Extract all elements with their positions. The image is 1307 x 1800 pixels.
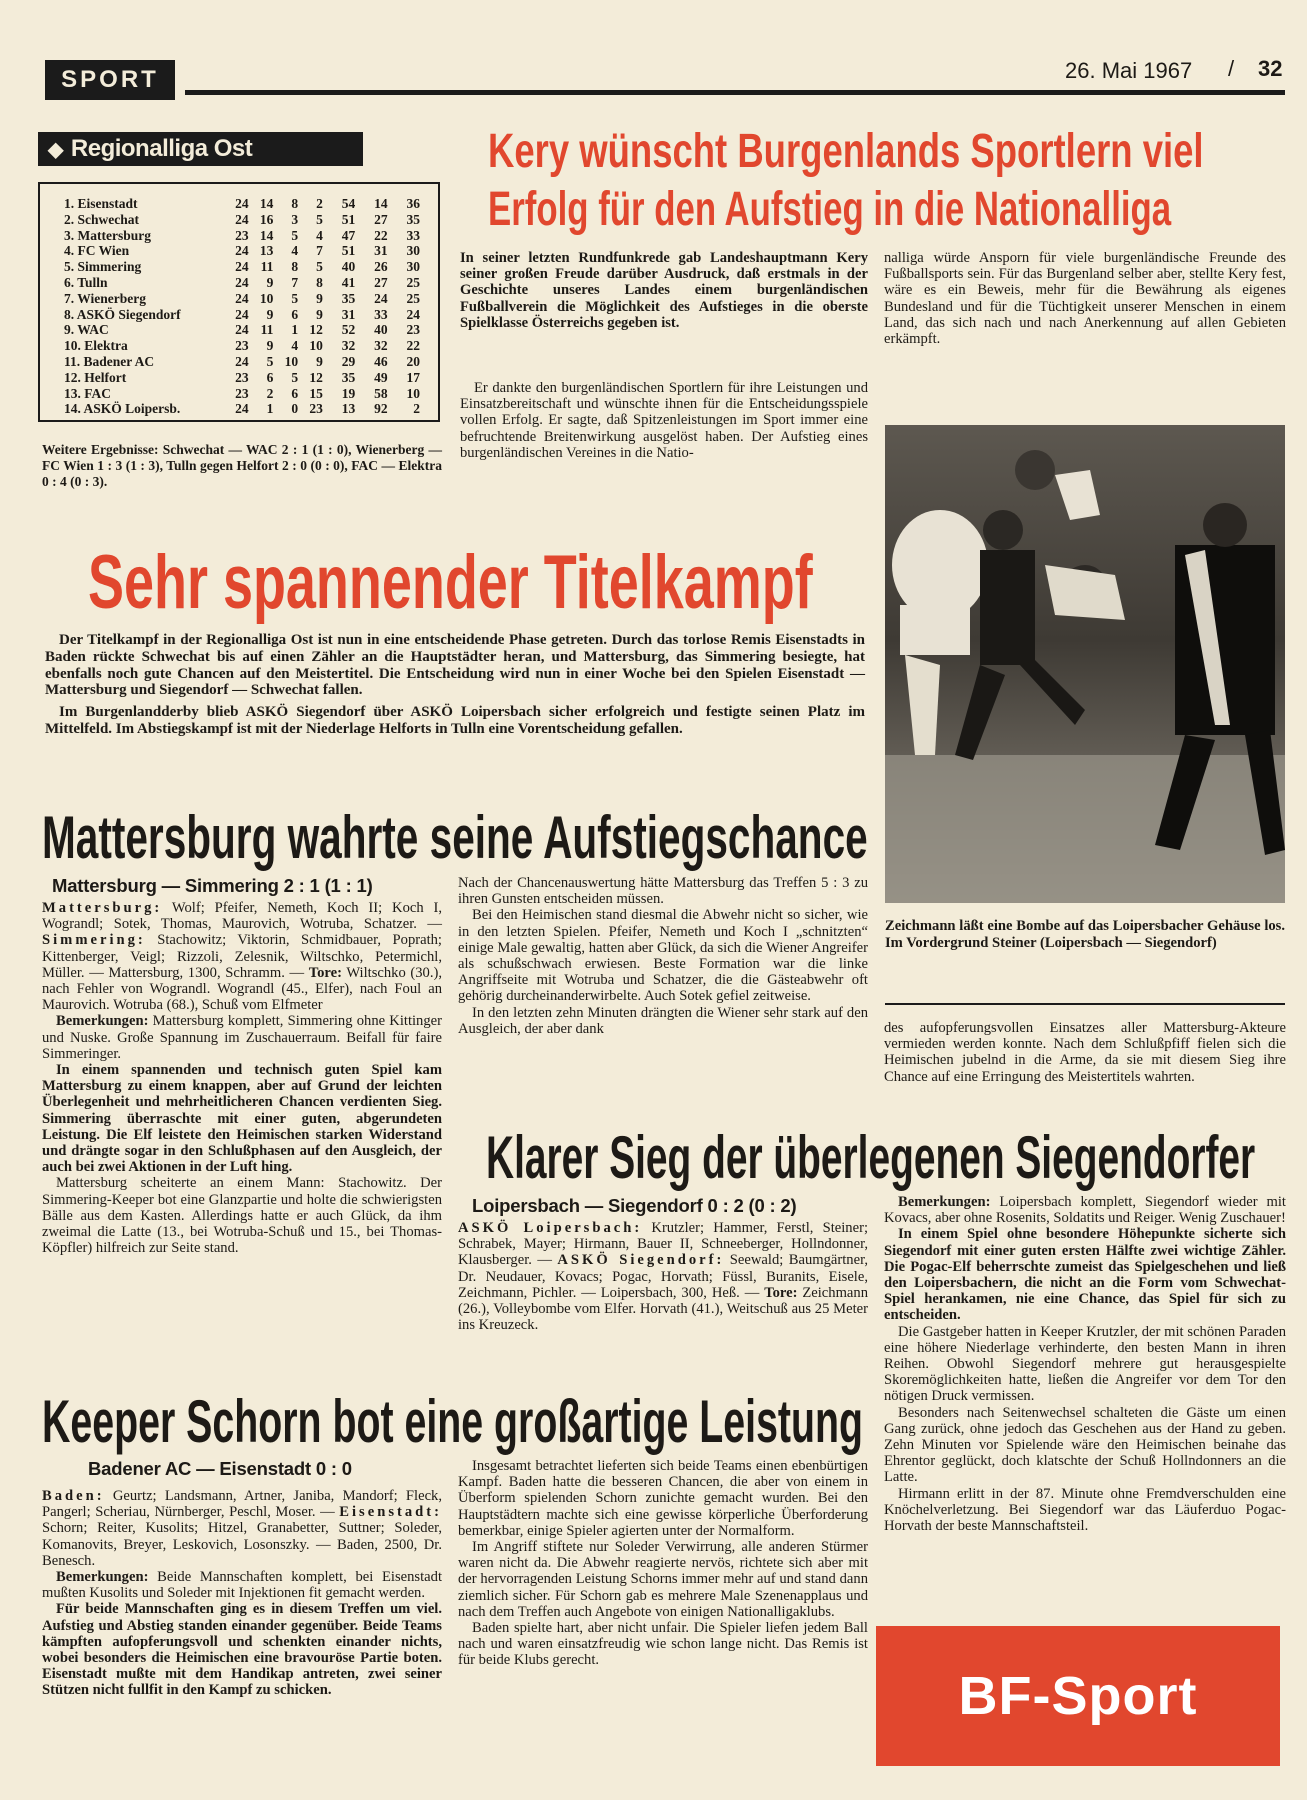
team-name: 4. FC Wien [64, 243, 130, 259]
team-name: 14. ASKÖ Loipersb. [64, 401, 181, 417]
header-rule [185, 90, 1285, 95]
stat-drawn: 7 [291, 274, 299, 290]
schorn-matchline: Badener AC — Eisenstadt 0 : 0 [88, 1458, 352, 1479]
stat-played: 24 [235, 290, 249, 306]
further-results: Weitere Ergebnisse: Schwechat — WAC 2 : 1 (1 : 0), Wienerberg — FC Wien 1 : 3 (1 : 3), Tulln gegen Helfort 2 : 0 (0 : 0), FAC — Elektra 0 : 4 (0 : 3). [42, 442, 442, 489]
lineup-team-label: Eisenstadt: [339, 1504, 442, 1521]
stat-won: 9 [266, 306, 274, 322]
stat-lost: 9 [316, 353, 323, 369]
schorn-column-2 [458, 1458, 868, 1669]
mattersburg-matchline: Mattersburg — Simmering 2 : 1 (1 : 1) [52, 875, 373, 896]
stat-goals-against: 32 [374, 338, 388, 354]
stat-points: 30 [406, 243, 420, 259]
stat-goals-for: 19 [341, 385, 356, 401]
issue-date: 26. Mai 1967 [1065, 58, 1193, 83]
stat-played: 24 [235, 211, 249, 227]
schorn-column-1 [42, 1488, 442, 1699]
stat-lost: 2 [316, 196, 323, 211]
stat-goals-against: 92 [374, 401, 388, 417]
stat-points: 20 [406, 353, 420, 369]
stat-goals-against: 31 [374, 243, 388, 259]
kery-paragraph: nalliga würde Ansporn für viele burgenländische Freunde des Fußballsports sein. Für das Burgenland selber aber, stellte Kery fest, wäre es ein Beweis, mehr für die Bewährung als eigenes Bundesland und für die Tüchtigkeit unserer Menschen in einem Land, das sich nach und nach Anerkennung auf allen Gebieten erkämpft. [884, 250, 1286, 348]
stat-played: 23 [235, 338, 249, 354]
stat-points: 2 [413, 401, 420, 417]
schorn-lineups [42, 1488, 442, 1569]
schorn-remarks [42, 1569, 442, 1601]
stat-won: 11 [260, 322, 274, 338]
siegendorf-column-2 [884, 1194, 1286, 1534]
stat-points: 23 [406, 322, 420, 338]
stat-lost: 10 [309, 338, 323, 354]
stat-goals-for: 40 [341, 259, 356, 275]
lineup-team-label: Mattersburg: [42, 900, 163, 916]
stat-drawn: 8 [291, 196, 299, 211]
stat-points: 25 [406, 274, 420, 290]
remarks-text: Mattersburg komplett, Simmering ohne Kittinger und Nuske. Große Spannung im Zuschauerraum. Beifall für faire Simmeringer. [42, 1013, 442, 1062]
stat-won: 10 [259, 290, 274, 306]
siegendorf-lead: In einem Spiel ohne besondere Höhepunkte sicherte sich Siegendorf mit einer guten ersten Hälfte zwei wichtige Zähler. Die Pogac-Elf beherrschte zumeist das Spielgeschehen und ließ den Loipersbachern, die nicht an die Form vom Schwechat-Spiel herankamen, nie eine Chance, das Spiel für sich zu entscheiden. [884, 1226, 1286, 1324]
mattersburg-lead: In einem spannenden und technisch guten Spiel kam Mattersburg zu einem knappen, aber auf Grund der leichten Überlegenheit und mehrheitlicheren Chancen verdienten Sieg. Simmering überraschte mit einer guten, abgerundeten Leistung. Die Elf leistete den Heimischen starken Widerstand und drängte sogar in den Schlußphasen auf den Ausgleich, der auch bei zwei Aktionen in der Luft hing. [42, 1062, 442, 1176]
stat-won: 9 [266, 338, 274, 354]
stat-goals-for: 54 [341, 196, 356, 211]
match-photo [885, 425, 1285, 903]
stat-drawn: 4 [291, 338, 299, 354]
schorn-paragraph: Baden spielte hart, aber nicht unfair. Die Spieler liefen jedem Ball nach und waren einsatzfreudig wie schon lange nicht. Das Remis ist für beide Klubs gerecht. [458, 1620, 868, 1669]
standing-row [64, 338, 420, 354]
stat-goals-against: 26 [374, 259, 388, 275]
remarks-text: Beide Mannschaften komplett, bei Eisenstadt mußten Kusolits und Soleder mit Injektionen fit gemacht werden. [42, 1569, 442, 1602]
standing-row [64, 307, 420, 323]
stat-goals-for: 31 [341, 306, 356, 322]
mattersburg-paragraph: Bei den Heimischen stand diesmal die Abwehr nicht so sicher, wie in den letzten Spielen. Pfeifer, Nemeth und Koch I „schnitzten“ einige Male gewaltig, hatten aber Glück, da sich die Wiener Angreifer als schußschwach erwiesen. Beste Formation war die linke Angriffseite mit Wotruba und Schatzer, die die Gästeabwehr oft gehörig durcheinanderwirbelte. Auch Sotek gefiel zeitweise. [458, 907, 868, 1005]
mattersburg-column-3 [884, 1020, 1286, 1085]
goals-text: Zeichmann (26.), Volleybombe vom Elfer. Horvath (41.), Weitschuß aus 25 Meter ins Kreuzeck. [458, 1284, 868, 1334]
standing-row [64, 354, 420, 370]
stat-lost: 8 [316, 274, 323, 290]
siegendorf-column-1 [458, 1220, 868, 1333]
standing-row [64, 212, 420, 228]
team-name: 3. Mattersburg [64, 227, 151, 243]
stat-goals-for: 35 [341, 290, 356, 306]
titelkampf-paragraph: Im Burgenlandderby blieb ASKÖ Siegendorf über ASKÖ Loipersbach sicher erfolgreich und festigte seinen Platz im Mittelfeld. Im Abstiegskampf ist mit der Niederlage Helforts in Tulln eine Vorentscheidung gefallen. [45, 704, 865, 737]
stat-lost: 9 [316, 306, 323, 322]
team-name: 11. Badener AC [64, 353, 155, 369]
stat-drawn: 6 [291, 385, 299, 401]
stat-lost: 15 [309, 385, 323, 401]
team-name: 5. Simmering [64, 259, 142, 275]
schorn-lead: Für beide Mannschaften ging es in diesem Treffen um viel. Aufstieg und Abstieg standen einander gegenüber. Beide Teams kämpften aufopferungsvoll und schenkten einander nichts, wobei besonders die Heimischen eine bravouröse Partie boten. Eisenstadt mußte mit dem Handikap antreten, zwei seiner Stützen nicht fullfit in den Kampf zu schicken. [42, 1601, 442, 1699]
stat-goals-against: 58 [374, 385, 388, 401]
remarks-label: Bemerkungen: [898, 1194, 991, 1210]
league-title-bar [38, 132, 363, 166]
stat-goals-against: 14 [374, 196, 388, 211]
kery-paragraph: In seiner letzten Rundfunkrede gab Landeshauptmann Kery seiner großen Freude darüber Ausdruck, daß erstmals in der Geschichte unseres Landes einem burgenländischen Fußballverein die Möglichkeit des Aufstieges in die oberste Spielklasse Österreichs gegeben ist. [460, 250, 868, 331]
stat-points: 24 [406, 306, 420, 322]
page-separator: / [1228, 56, 1235, 81]
stat-won: 13 [259, 243, 274, 259]
stat-played: 24 [235, 353, 249, 369]
stat-won: 16 [259, 211, 274, 227]
stat-lost: 5 [316, 211, 323, 227]
kery-headline-line2: Erfolg für den Aufstieg in die Nationalliga [488, 183, 1172, 236]
stat-points: 17 [406, 369, 420, 385]
stat-played: 24 [235, 306, 249, 322]
standing-row [64, 243, 420, 259]
mattersburg-column-1 [42, 900, 442, 1256]
stat-won: 9 [266, 274, 274, 290]
stat-drawn: 0 [291, 401, 299, 417]
stat-lost: 9 [316, 290, 323, 306]
stat-points: 25 [406, 290, 420, 306]
stat-points: 35 [406, 211, 420, 227]
goals-text: Wiltschko (30.), nach Fehler von Wograndl. Wograndl (45., Elfer), nach Foul an Maurovich. Wotruba (68.), Schuß vom Elfmeter [42, 964, 442, 1014]
kery-column-1 [460, 250, 868, 331]
remarks-label: Bemerkungen: [56, 1569, 149, 1586]
stat-played: 24 [235, 196, 249, 211]
mattersburg-paragraph: des aufopferungsvollen Einsatzes aller Mattersburg-Akteure vermieden werden konnte. Nach dem Schlußpfiff fielen sich die Heimischen jubelnd in die Arme, da sie mit diesem Sieg ihre Chance auf eine Erringung des Meistertitels wahrten. [884, 1020, 1286, 1085]
stat-goals-for: 29 [341, 353, 356, 369]
page-number: 32 [1258, 56, 1283, 81]
bf-sport-ad [876, 1626, 1280, 1766]
mattersburg-headline: Mattersburg wahrte seine Aufstiegschance [42, 804, 868, 871]
stat-points: 30 [406, 259, 420, 275]
stat-played: 23 [235, 385, 249, 401]
siegendorf-paragraph: Die Gastgeber hatten in Keeper Krutzler, der mit schönen Paraden eine höhere Niederlage verhinderte, den besten Mann in ihren Reihen. Obwohl Siegendorf mehrere gut herausgespielte Skoremöglichkeiten hatte, ließen die Angreifer vor dem Tor den nötigen Druck vermissen. [884, 1323, 1286, 1405]
standing-row [64, 291, 420, 307]
kery-column-1b [460, 380, 868, 461]
stat-goals-against: 24 [374, 290, 388, 306]
team-name: 8. ASKÖ Siegendorf [64, 306, 181, 322]
stat-points: 22 [406, 338, 420, 354]
standing-row [64, 259, 420, 275]
siegendorf-paragraph: Hirmann erlitt in der 87. Minute ohne Fremdverschulden eine Knöchelverletzung. Bei Siegendorf war das Läuferduo Pogac-Horvath der beste Mannschaftsteil. [884, 1485, 1286, 1535]
lineup-team-label: ASKÖ Loipersbach: [458, 1220, 643, 1236]
stat-won: 14 [259, 227, 274, 243]
stat-won: 14 [259, 196, 274, 211]
stat-lost: 12 [309, 369, 323, 385]
team-name: 9. WAC [64, 322, 109, 338]
stat-drawn: 5 [291, 369, 299, 385]
stat-drawn: 3 [291, 211, 299, 227]
stat-goals-against: 22 [374, 227, 388, 243]
stat-drawn: 5 [291, 227, 299, 243]
stat-goals-for: 32 [341, 338, 356, 354]
diamond-icon: ◆ [48, 138, 63, 161]
kery-headline-line1: Kery wünscht Burgenlands Sportlern viel [488, 125, 1204, 178]
standing-row [64, 196, 420, 212]
schorn-paragraph: Insgesamt betrachtet lieferten sich beide Teams einen ebenbürtigen Kampf. Baden hatte die besseren Chancen, die aber von einem in Überform spielenden Schorn zunichte gemacht wurden. Bei den Hauptstädtern machte sich eine gewisse körperliche Überforderung bemerkbar, einige Spieler agierten unter der Normalform. [458, 1458, 868, 1539]
siegendorf-paragraph: Besonders nach Seitenwechsel schalteten die Gäste um einen Gang zurück, ohne jedoch das Geschehen aus der Hand zu geben. Zehn Minuten vor Spielende wäre den Heimischen beinahe das Ehrentor geglückt, doch klatschte der Schuß Hollndonners an die Latte. [884, 1404, 1286, 1486]
stat-goals-against: 33 [374, 306, 388, 322]
stat-goals-against: 49 [374, 369, 388, 385]
standing-row [64, 275, 420, 291]
standing-row [64, 401, 420, 417]
stat-goals-for: 51 [341, 243, 356, 259]
schorn-paragraph: Im Angriff stiftete nur Soleder Verwirrung, alle anderen Stürmer waren nicht da. Die Abwehr reagierte nervös, richtete sich aber mit der hervorragenden Leistung Schorns immer mehr auf und stand dann ziemlich sicher. Für Schorn gab es mehrere Male Szenenapplaus und nach dem Treffen auch Angebote von einigen Nationalligaklubs. [458, 1539, 868, 1620]
lineup-team-label: ASKÖ Siegendorf: [557, 1252, 725, 1269]
standing-row [64, 370, 420, 386]
siegendorf-remarks [884, 1194, 1286, 1226]
football-scene-image [885, 425, 1285, 903]
stat-goals-for: 35 [341, 369, 356, 385]
lineup-text: Schorn; Reiter, Kusolits; Hitzel, Granabetter, Suttner; Soleder, Komanovits, Breyer, Leskovich, Losonszky. — Baden, 2500, Dr. Benesch. [42, 1520, 442, 1569]
remarks-label: Bemerkungen: [56, 1013, 149, 1030]
siegendorf-headline: Klarer Sieg der überlegenen Siegendorfer [486, 1124, 1256, 1191]
goals-label: Tore: [308, 964, 342, 981]
schorn-headline: Keeper Schorn bot eine großartige Leistung [42, 1388, 864, 1455]
stat-goals-against: 46 [374, 353, 388, 369]
stat-lost: 12 [309, 322, 323, 338]
section-tag: SPORT [45, 60, 175, 100]
stat-won: 2 [266, 385, 274, 401]
stat-lost: 5 [316, 259, 323, 275]
stat-drawn: 1 [291, 322, 299, 338]
goals-label: Tore: [764, 1284, 798, 1301]
stat-points: 10 [406, 385, 420, 401]
mattersburg-column-2 [458, 875, 868, 1037]
team-name: 12. Helfort [64, 369, 127, 385]
stat-goals-against: 27 [374, 211, 388, 227]
siegendorf-matchline: Loipersbach — Siegendorf 0 : 2 (0 : 2) [472, 1195, 797, 1216]
stat-drawn: 10 [284, 353, 299, 369]
lineup-text: Seewald; Baumgärtner, Dr. Neudauer, Kovacs; Pogac, Horvath; Füssl, Buranits, Eisele, Zeichmann, Pichler. — Loipersbach, 300, Heß. — [458, 1252, 868, 1301]
stat-lost: 4 [316, 227, 323, 243]
stat-lost: 7 [316, 243, 323, 259]
mattersburg-paragraph: Mattersburg scheiterte an einem Mann: Stachowitz. Der Simmering-Keeper bot eine Glanzpartie und holte die schwierigsten Bälle aus dem Kasten. Allerdings hatte er auch Glück, da ihm zweimal die Latte (13., bei Wotruba-Schuß und 15., bei Thomas-Köpfler) hilfreich zur Seite stand. [42, 1175, 442, 1257]
stat-points: 36 [406, 196, 420, 211]
lineup-text: Krutzler; Hammer, Ferstl, Steiner; Schrabek, Mayer; Hirmann, Bauer II, Schneeberger, Hollndonner, Klausberger. — [458, 1220, 868, 1269]
lineup-text: Stachowitz; Viktorin, Schmidbauer, Poprath; Kittenberger, Veigl; Rizzoli, Zelesnik, Wiltschko, Petermichl, Müller. — Mattersburg, 1300, Schramm. — [42, 932, 442, 981]
stat-goals-for: 41 [341, 274, 356, 290]
titelkampf-paragraph: Der Titelkampf in der Regionalliga Ost ist nun in eine entscheidende Phase getreten. Durch das torlose Remis Eisenstadts in Baden rückte Schwechat bis auf einen Zähler an die Hauptstädter heran, und Mattersburg, das Simmering besiegte, hat ebenfalls noch gute Chancen auf den Meistertitel. Die Entscheidung wird nun in einer Woche bei den Spielen Eisenstadt — Mattersburg und Siegendorf — Schwechat fallen. [45, 632, 865, 699]
stat-goals-for: 52 [341, 322, 356, 338]
stat-played: 24 [235, 259, 249, 275]
stat-goals-for: 13 [341, 401, 356, 417]
stat-drawn: 4 [291, 243, 299, 259]
team-name: 6. Tulln [64, 274, 108, 290]
stat-goals-against: 40 [374, 322, 388, 338]
lineup-text: Wolf; Pfeifer, Nemeth, Koch II; Koch I, Wograndl; Sotek, Thomas, Maurovich, Wotruba, Schatzer. — [42, 900, 442, 933]
team-name: 2. Schwechat [64, 211, 139, 227]
caption-rule [885, 1003, 1285, 1005]
stat-won: 5 [266, 353, 274, 369]
team-name: 10. Elektra [64, 338, 128, 354]
standings-rows [64, 196, 420, 417]
lineup-text: Geurtz; Landsmann, Artner, Janiba, Mandorf; Fleck, Pangerl; Scheriau, Nürnberger, Peschl, Moser. — [42, 1488, 442, 1521]
remarks-text: Loipersbach komplett, Siegendorf wieder mit Kovacs, aber ohne Rosenits, Soldatits und Reiger. Wenig Zuschauer! [884, 1194, 1286, 1227]
stat-drawn: 8 [291, 259, 299, 275]
stat-goals-against: 27 [374, 274, 388, 290]
stat-won: 6 [266, 369, 274, 385]
stat-drawn: 5 [291, 290, 299, 306]
stat-played: 24 [235, 243, 249, 259]
lineup-team-label: Simmering: [42, 932, 146, 949]
stat-played: 23 [235, 369, 249, 385]
stat-played: 23 [235, 227, 249, 243]
titelkampf-body [45, 632, 865, 738]
team-name: 1. Eisenstadt [64, 196, 138, 211]
standing-row [64, 322, 420, 338]
standing-row [64, 228, 420, 244]
stat-played: 24 [235, 401, 249, 417]
stat-goals-for: 51 [341, 211, 356, 227]
team-name: 7. Wienerberg [64, 290, 146, 306]
standings-table [38, 182, 440, 422]
stat-played: 24 [235, 322, 249, 338]
mattersburg-lineups [42, 900, 442, 1013]
standing-row [64, 386, 420, 402]
stat-lost: 23 [309, 401, 323, 417]
stat-won: 1 [266, 401, 274, 417]
titelkampf-headline: Sehr spannender Titelkampf [88, 540, 813, 625]
stat-drawn: 6 [291, 306, 299, 322]
stat-played: 24 [235, 274, 249, 290]
stat-points: 33 [406, 227, 420, 243]
kery-paragraph: Er dankte den burgenländischen Sportlern für ihre Leistungen und Einsatzbereitschaft und wünschte ihnen für die Entscheidungsspiele vollen Erfolg. Er sagte, daß Spitzenleistungen im Sport immer eine befruchtende Breitenwirkung ausgelöst haben. Der Aufstieg eines burgenländischen Vereines in die Natio- [460, 380, 868, 461]
league-title: Regionalliga Ost [70, 135, 253, 162]
stat-goals-for: 47 [341, 227, 356, 243]
lineup-team-label: Baden: [42, 1488, 105, 1504]
ad-text: BF-Sport [958, 1666, 1198, 1726]
siegendorf-lineups [458, 1220, 868, 1333]
photo-caption: Zeichmann läßt eine Bombe auf das Loipersbacher Gehäuse los. Im Vordergrund Steiner (Loipersbach — Siegendorf) [885, 918, 1285, 951]
mattersburg-paragraph: Nach der Chancenauswertung hätte Mattersburg das Treffen 5 : 3 zu ihren Gunsten entscheiden müssen. [458, 875, 868, 908]
team-name: 13. FAC [64, 385, 111, 401]
mattersburg-paragraph: In den letzten zehn Minuten drängten die Wiener sehr stark auf den Ausgleich, der aber dank [458, 1004, 868, 1037]
mattersburg-remarks [42, 1013, 442, 1062]
kery-column-2 [884, 250, 1286, 347]
stat-won: 11 [260, 259, 274, 275]
